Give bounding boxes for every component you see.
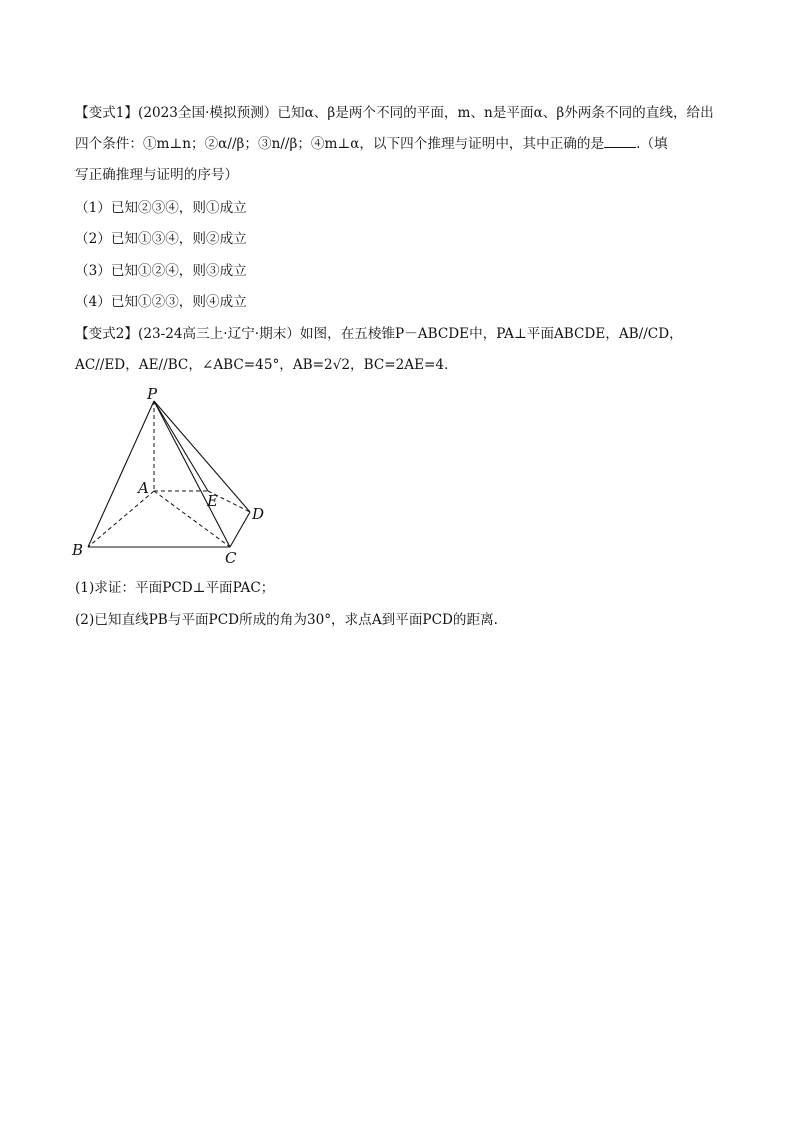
edge-pb: [88, 401, 154, 547]
variant1-line-2: [75, 135, 725, 153]
variant1-line-3: 写正确推理与证明的序号）: [75, 167, 239, 183]
variant1-option-4: （4）已知①②③，则④成立: [75, 294, 247, 310]
variant1-option-2: （2）已知①③④，则②成立: [75, 231, 247, 247]
variant2-question-1: (1)求证：平面PCD⊥平面PAC；: [75, 580, 275, 596]
variant1-line-1: 【变式1】(2023全国·模拟预测）已知α、β是两个不同的平面，m、n是平面α、β外两条不同的直线，给出: [75, 105, 714, 121]
label-p: P: [147, 385, 158, 403]
pyramid-figure: [68, 385, 278, 570]
label-a: A: [138, 479, 149, 497]
variant2-line-2: AC//ED，AE//BC，∠ABC=45°，AB=2√2，BC=2AE=4．: [75, 357, 458, 373]
edge-pe: [154, 401, 208, 491]
answer-blank[interactable]: [604, 135, 636, 148]
edge-ac: [154, 491, 230, 547]
edge-pc: [154, 401, 230, 547]
label-c: C: [225, 549, 237, 567]
variant2-line-1: 【变式2】(23-24高三上·辽宁·期末）如图，在五棱锥P－ABCDE中，PA⊥平面ABCDE，AB//CD，: [75, 326, 683, 342]
label-b: B: [72, 541, 84, 559]
variant1-line-2-tail: .（填: [636, 136, 668, 152]
edge-pd: [154, 401, 250, 512]
variant2-question-2: (2)已知直线PB与平面PCD所成的角为30°，求点A到平面PCD的距离.: [75, 612, 498, 628]
edge-cd: [230, 512, 250, 547]
edge-ab: [88, 491, 154, 547]
variant1-option-3: （3）已知①②④，则③成立: [75, 263, 247, 279]
label-d: D: [252, 505, 265, 523]
variant1-option-1: （1）已知②③④，则①成立: [75, 200, 247, 216]
variant1-line-2-text: 四个条件：①m⊥n；②α//β；③n//β；④m⊥α，以下四个推理与证明中，其中正确的是: [75, 136, 605, 152]
pyramid-diagram: [68, 385, 278, 570]
label-e: E: [207, 492, 218, 510]
